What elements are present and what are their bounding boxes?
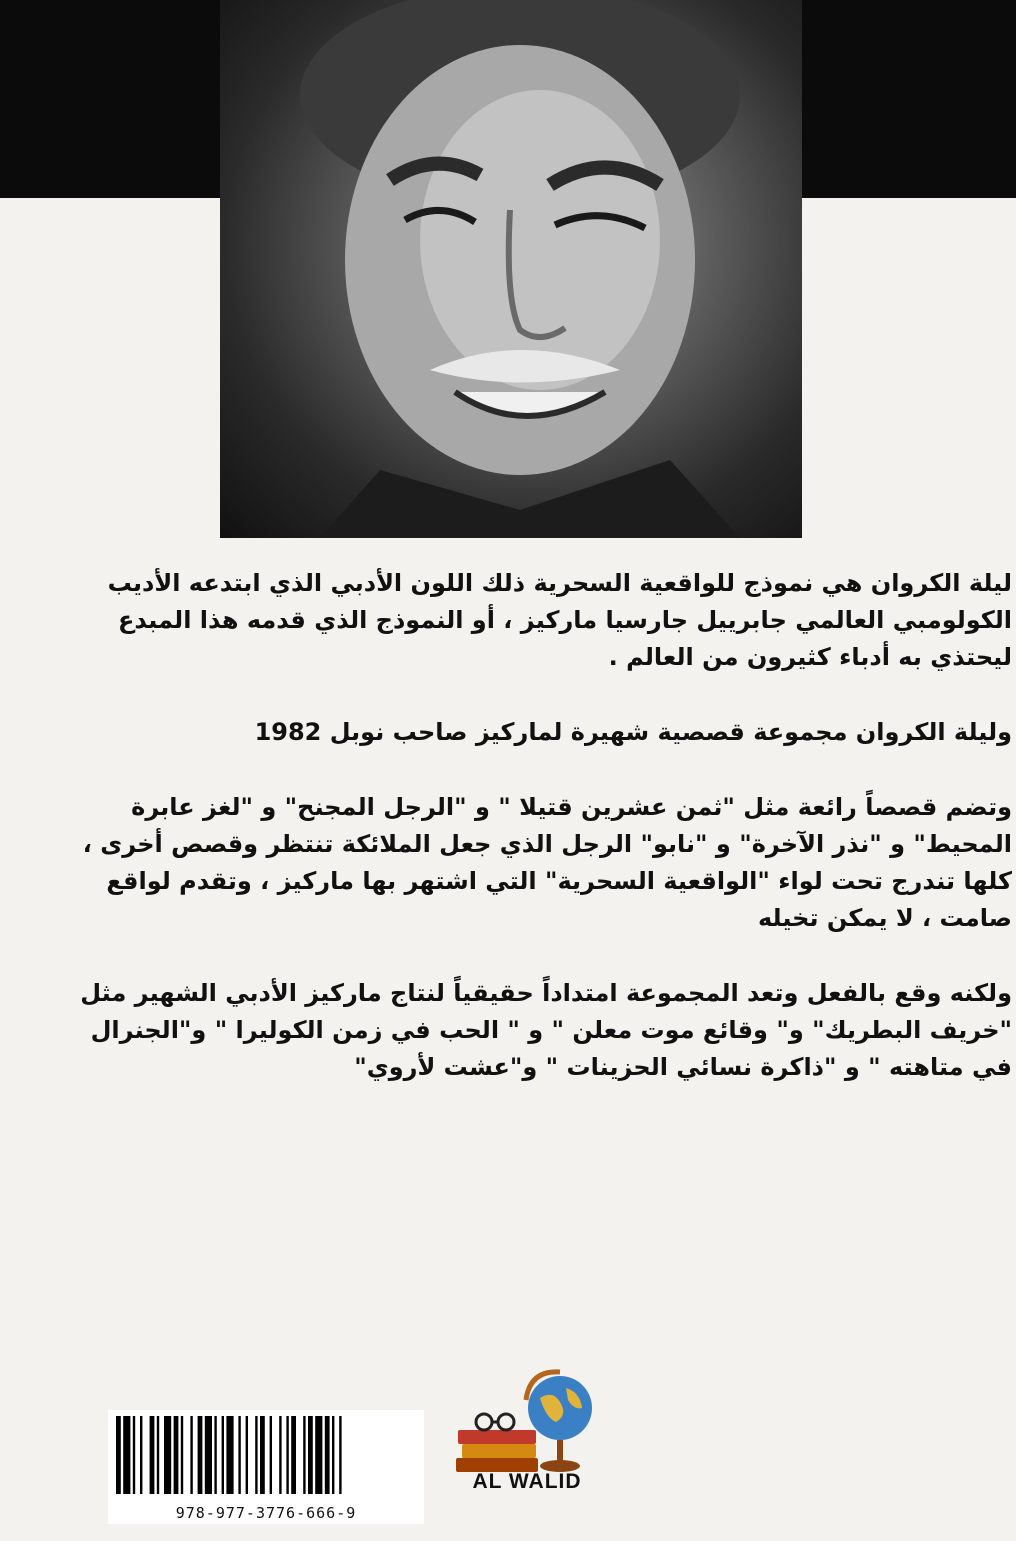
description-text-block bbox=[70, 565, 1012, 1126]
barcode-bars bbox=[116, 1416, 416, 1494]
author-portrait-photo bbox=[220, 0, 802, 538]
isbn-number: 978-977-3776-666-9 bbox=[175, 1504, 357, 1522]
isbn-barcode bbox=[108, 1410, 424, 1524]
description-paragraph-2: وليلة الكروان مجموعة قصصية شهيرة لماركيز صاحب نوبل 1982 bbox=[254, 718, 1012, 746]
publisher-name: AL WALID bbox=[472, 1470, 582, 1493]
description-paragraph-1: ليلة الكروان هي نموذج للواقعية السحرية ذلك اللون الأدبي الذي ابتدعه الأديب الكولومبي العالمي جابرييل جارسيا ماركيز ، أو النموذج الذي قدمه هذا المبدع ليحتذي به أدباء كثيرون من العالم . bbox=[107, 569, 1012, 671]
description-paragraph-4: ولكنه وقع بالفعل وتعد المجموعة امتداداً حقيقياً لنتاج ماركيز الأدبي الشهير مثل "خريف البطريك" و" وقائع موت معلن " و " الحب في زمن الكوليرا " و"الجنرال في متاهته " و "ذاكرة نسائي الحزينات " و"عشت لأروي" bbox=[80, 979, 1012, 1081]
description-paragraph-3: وتضم قصصاً رائعة مثل "ثمن عشرين قتيلا " و "الرجل المجنح" و "لغز عابرة المحيط" و "نذر الآخرة" و "نابو" الرجل الذي جعل الملائكة تنتظر وقصص أخرى ، كلها تندرج تحت لواء "الواقعية السحرية" التي اشتهر بها ماركيز ، وتقدم لواقع صامت ، لا يمكن تخيله bbox=[82, 793, 1012, 932]
